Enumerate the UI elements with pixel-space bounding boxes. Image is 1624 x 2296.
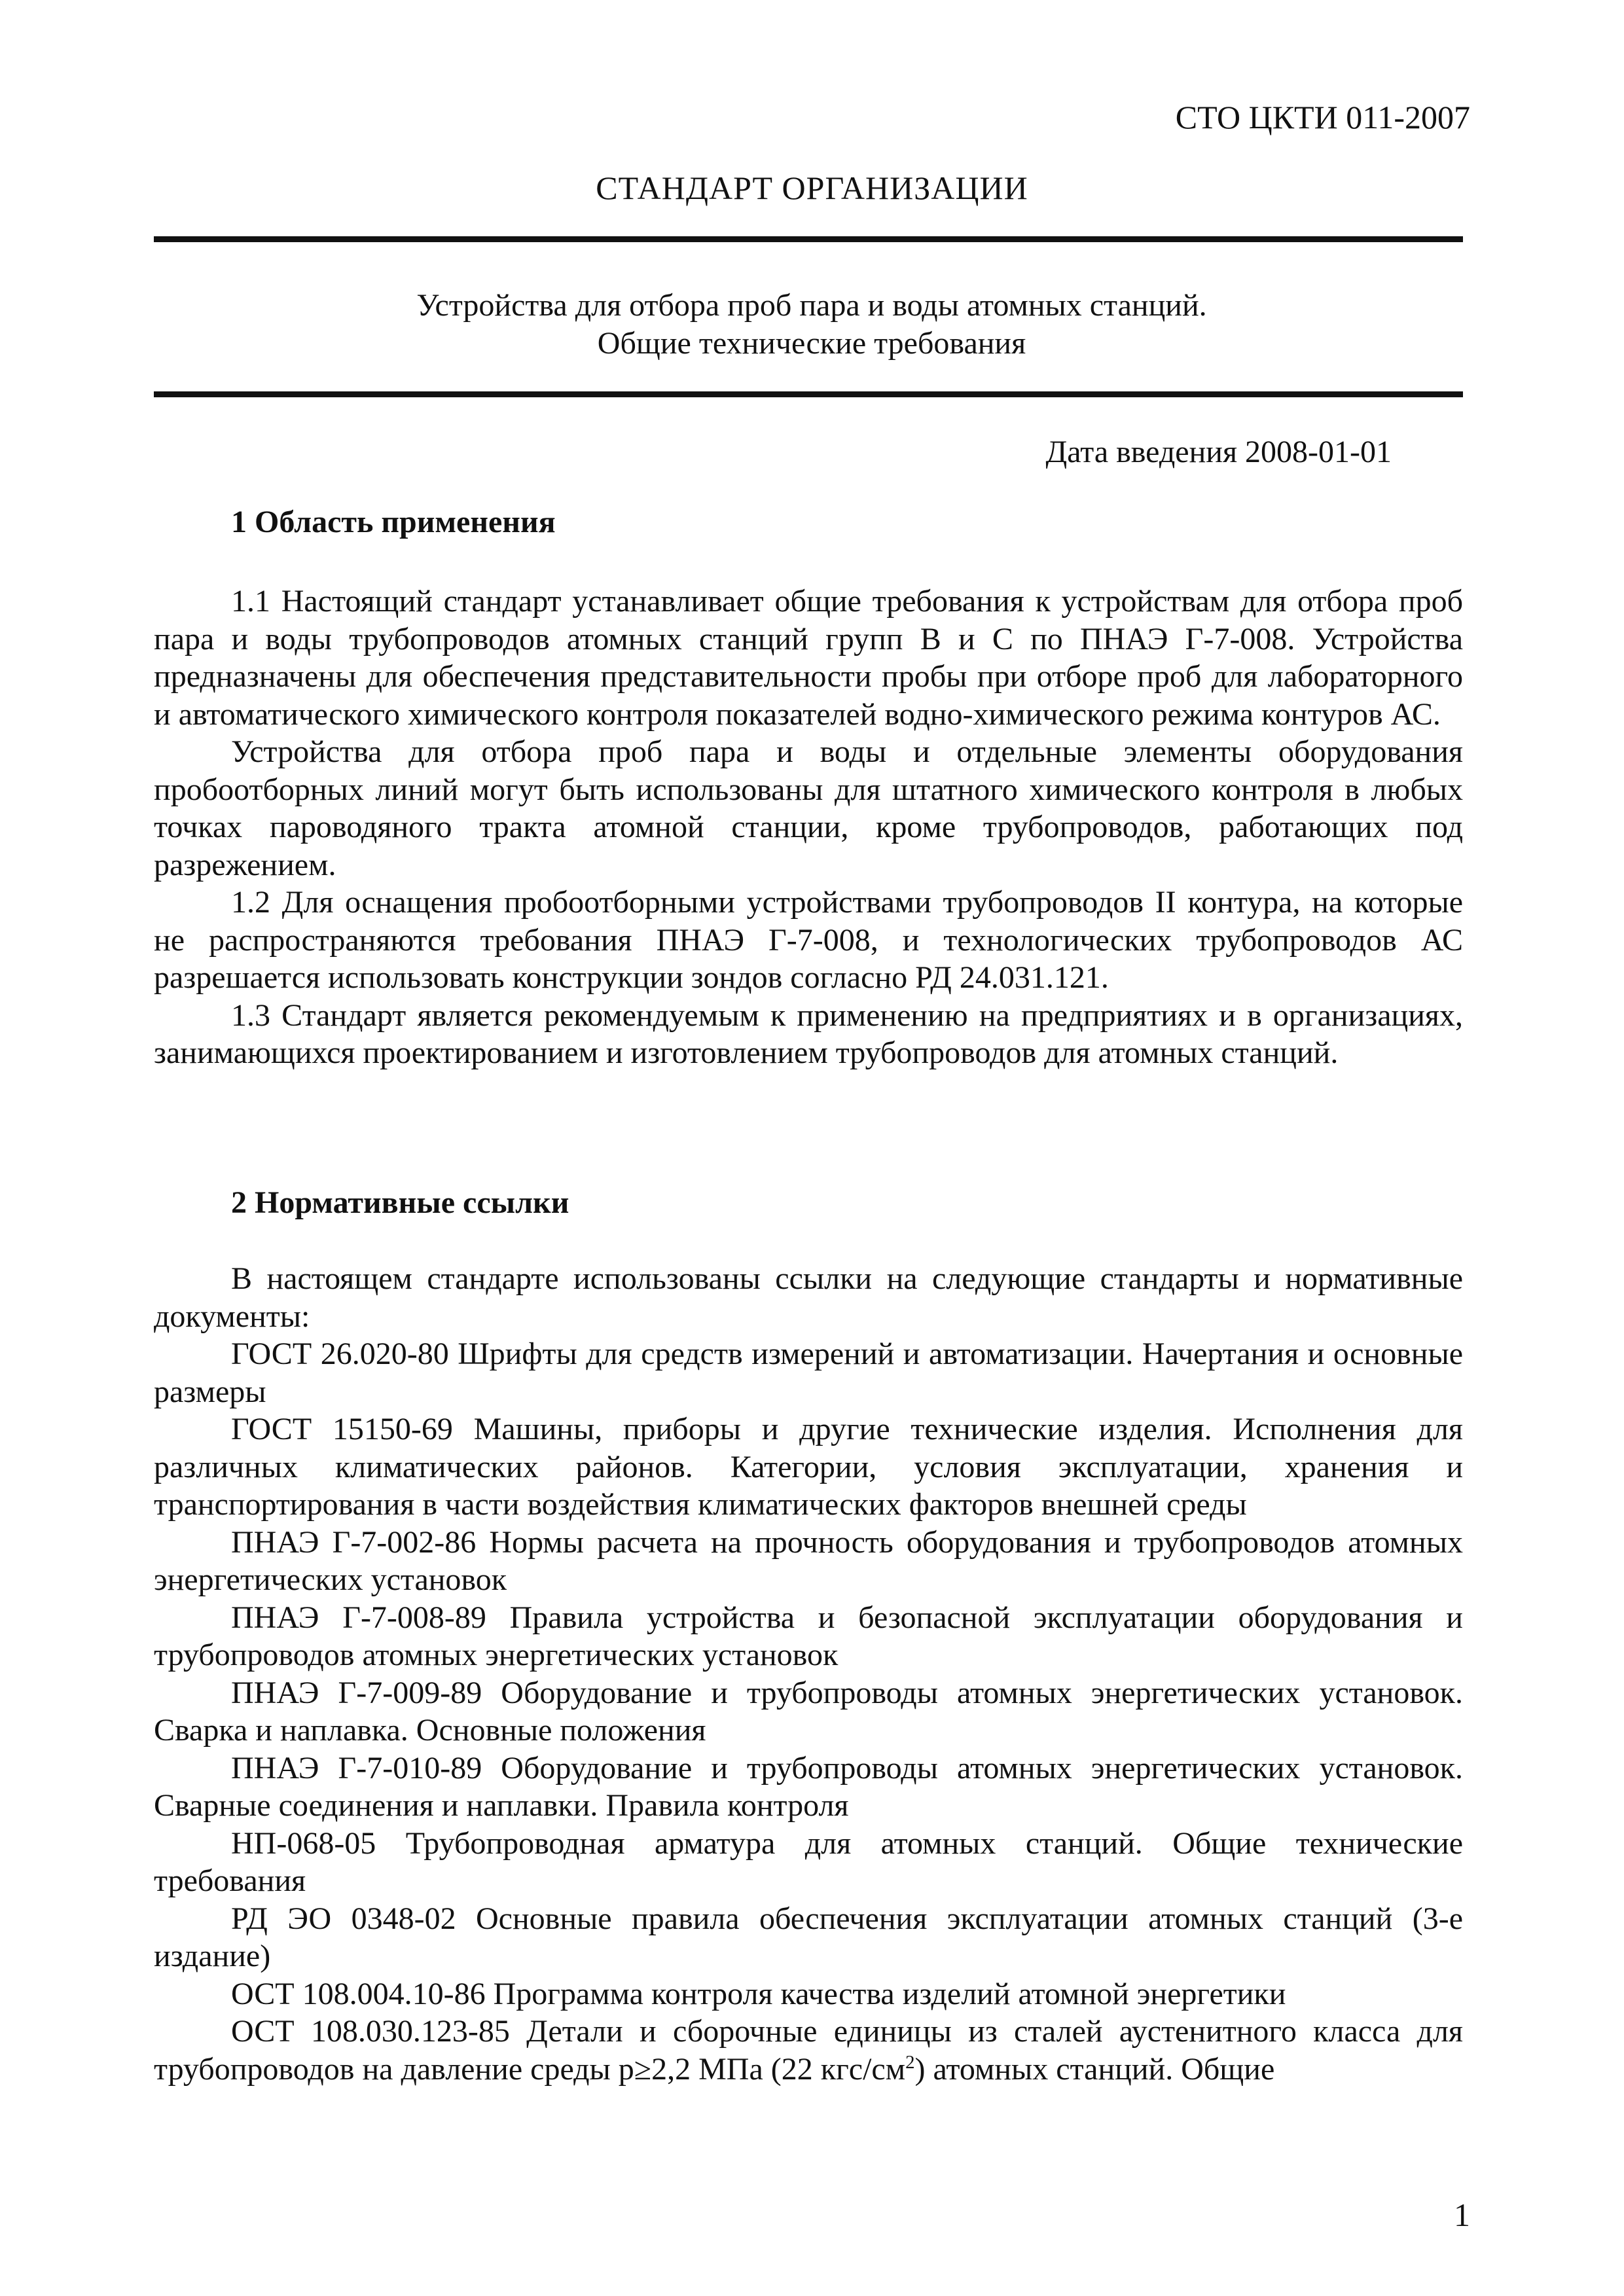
reference-item: ГОСТ 15150-69 Машины, приборы и другие технические изделия. Исполнения для различных климатических районов. Категории, условия эксплуатации, хранения и транспортирования в части воздействия климатических факторов внешней среды	[154, 1412, 1463, 1522]
document-code: СТО ЦКТИ 011-2007	[1175, 99, 1470, 135]
reference-last-superscript: 2	[905, 2051, 915, 2073]
reference-item: ПНАЭ Г-7-010-89 Оборудование и трубопроводы атомных энергетических установок. Сварные соединения и наплавки. Правила контроля	[154, 1750, 1463, 1823]
bottom-divider	[154, 391, 1463, 397]
reference-item: РД ЭО 0348-02 Основные правила обеспечения эксплуатации атомных станций (3-е издание)	[154, 1901, 1463, 1973]
reference-last-text-end: ) атомных станций. Общие	[914, 2051, 1275, 2087]
section-1-heading: 1 Область применения	[231, 505, 556, 539]
paragraph-1-3: 1.3 Стандарт является рекомендуемым к применению на предприятиях и в организациях, занимающихся проектированием и изготовлением трубопроводов для атомных станций.	[154, 997, 1463, 1070]
paragraph-1-2: 1.2 Для оснащения пробоотборными устройствами трубопроводов II контура, на которые не распространяются требования ПНАЭ Г-7-008, и технологических трубопроводов АС разрешается использовать конструкции зондов согласно РД 24.031.121.	[154, 885, 1463, 995]
reference-item: ПНАЭ Г-7-009-89 Оборудование и трубопроводы атомных энергетических установок. Сварка и наплавка. Основные положения	[154, 1675, 1463, 1748]
document-title	[157, 287, 1466, 363]
references-intro: В настоящем стандарте использованы ссылки на следующие стандарты и нормативные документы:	[154, 1261, 1463, 1334]
reference-item-last	[154, 2013, 1463, 2088]
introduction-date: Дата введения 2008-01-01	[1045, 435, 1392, 469]
reference-item: ОСТ 108.004.10-86 Программа контроля качества изделий атомной энергетики	[231, 1976, 1286, 2011]
reference-item: ПНАЭ Г-7-002-86 Нормы расчета на прочность оборудования и трубопроводов атомных энергетических установок	[154, 1524, 1463, 1597]
document-title-line-2: Общие технические требования	[597, 326, 1026, 361]
reference-item: ПНАЭ Г-7-008-89 Правила устройства и безопасной эксплуатации оборудования и трубопроводов атомных энергетических установок	[154, 1600, 1463, 1672]
reference-item: ГОСТ 26.020-80 Шрифты для средств измерений и автоматизации. Начертания и основные размеры	[154, 1336, 1463, 1409]
reference-last-text: ОСТ 108.030.123-85 Детали и сборочные единицы из сталей аустенитного класса для трубопроводов на давление среды р≥2,2 МПа (22 кгс/см	[154, 2014, 1463, 2087]
reference-item: НП-068-05 Трубопроводная арматура для атомных станций. Общие технические требования	[154, 1825, 1463, 1898]
organization-standard-title: СТАНДАРТ ОРГАНИЗАЦИИ	[596, 170, 1028, 206]
paragraph-1-1: 1.1 Настоящий стандарт устанавливает общие требования к устройствам для отбора проб пара и воды трубопроводов атомных станций групп В и С по ПНАЭ Г-7-008. Устройства предназначены для обеспечения представительности пробы при отборе проб для лабораторного и автоматического химического контроля показателей водно-химического режима контуров АС.	[154, 584, 1463, 732]
section-1-body	[154, 583, 1463, 1072]
top-divider	[154, 236, 1463, 242]
section-2-heading: 2 Нормативные ссылки	[231, 1185, 569, 1220]
paragraph-1-1-continued: Устройства для отбора проб пара и воды и отдельные элементы оборудования пробоотборных линий могут быть использованы для штатного химического контроля в любых точках пароводяного тракта атомной станции, кроме трубопроводов, работающих под разрежением.	[154, 734, 1463, 882]
page-number: 1	[1454, 2197, 1470, 2233]
section-2-body	[154, 1260, 1463, 2088]
document-title-line-1: Устройства для отбора проб пара и воды атомных станций.	[416, 288, 1207, 323]
